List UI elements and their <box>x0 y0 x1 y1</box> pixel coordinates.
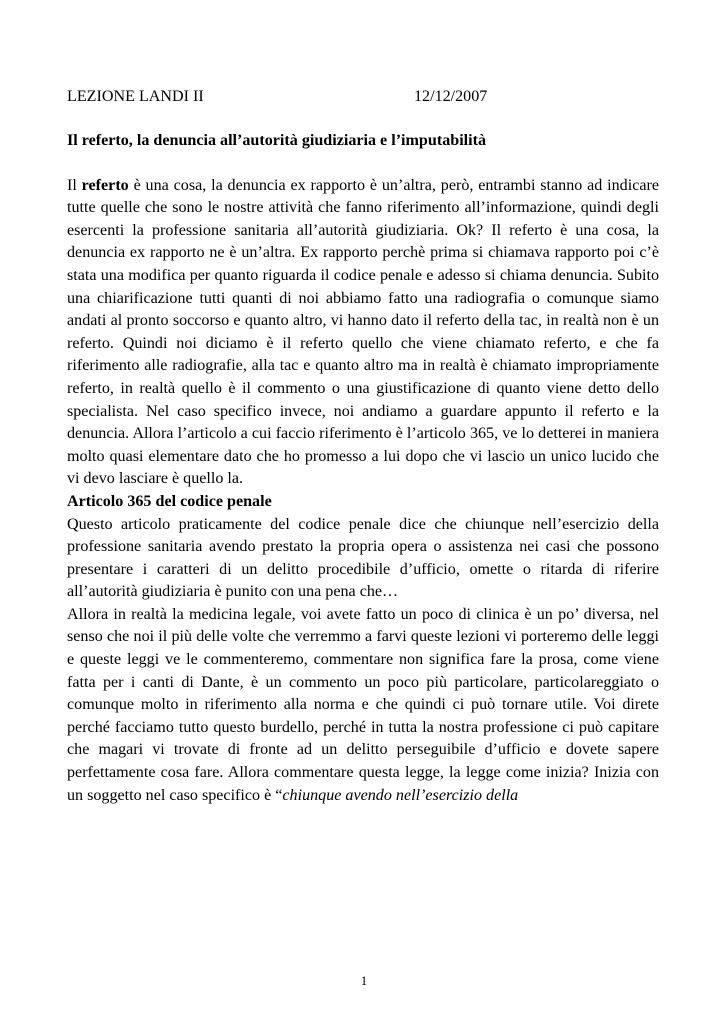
lesson-title: LEZIONE LANDI II <box>67 88 204 105</box>
paragraph-referto <box>67 175 659 491</box>
paragraph-body: è una cosa, la denuncia ex rapporto è un’altra, però, entrambi stanno ad indicare tutte quelle che sono le nostre attività che fanno riferimento all’informazione, quindi degli esercenti la professione sanitaria all’autorità giudiziaria. Ok? Il referto è una cosa, la denuncia ex rapporto ne è un’altra. Ex rapporto perchè prima si chiamava rapporto poi c’è stata una modifica per quanto riguarda il codice penale e adesso si chiama denuncia. Subito una chiarificazione tutti quanti di noi abbiamo fatto una radiografia o comunque siamo andati al pronto soccorso e quanto altro, vi hanno dato il referto della tac, in realtà non è un referto. Quindi noi diciamo è il referto quello che viene chiamato referto, e che fa riferimento alle radiografie, alla tac e quanto altro ma in realtà è chiamato impropriamente referto, in realtà quello è il commento o una giustificazione di quanto viene detto dello specialista. Nel caso specifico invece, noi andiamo a guardare appunto il referto e la denuncia. Allora l’articolo a cui faccio riferimento è l’articolo 365, ve lo detterei in maniera molto quasi elementare dato che ho promesso a lui dopo che vi lascio un unico lucido che vi devo lasciare è quello la. <box>67 176 659 488</box>
document-title: Il referto, la denuncia all’autorità giudiziaria e l’imputabilità <box>67 132 487 149</box>
document-page <box>67 86 659 807</box>
page-number: 1 <box>360 973 368 988</box>
bold-term-referto: referto <box>81 176 129 194</box>
section-heading-articolo-365: Articolo 365 del codice penale <box>67 492 272 510</box>
lesson-date: 12/12/2007 <box>414 88 488 105</box>
paragraph-lead: Il <box>67 176 82 194</box>
document-header <box>67 86 659 109</box>
paragraph-medicina-legale <box>67 604 659 807</box>
paragraph-body: Allora in realtà la medicina legale, voi avete fatto un poco di clinica è un po’ diversa, nel senso che noi il più delle volte che verremmo a farvi queste lezioni vi porteremo delle leggi e queste leggi ve le commenteremo, commentare non significa fare la prosa, come viene fatta per i canti di Dante, è un commento un poco più particolare, particolareggiato o comunque molto in riferimento alla norma e che quindi ci può tornare utile. Voi direte perché facciamo tutto questo burdello, perché in tutta la nostra professione ci può capitare che magari vi trovate di fronte ad un delitto perseguibile d’ufficio e dovete sapere perfettamente cosa fare. Allora commentare questa legge, la legge come inizia? Inizia con un soggetto nel caso specifico è “ <box>67 605 659 804</box>
italic-quote: chiunque avendo nell’esercizio della <box>282 786 519 804</box>
paragraph-articolo-365: Questo articolo praticamente del codice penale dice che chiunque nell’esercizio della professione sanitaria avendo prestato la propria opera o assistenza nei casi che possono presentare i caratteri di un delitto procedibile d’ufficio, omette o ritarda di riferire all’autorità giudiziaria è punito con una pena che… <box>67 515 659 601</box>
